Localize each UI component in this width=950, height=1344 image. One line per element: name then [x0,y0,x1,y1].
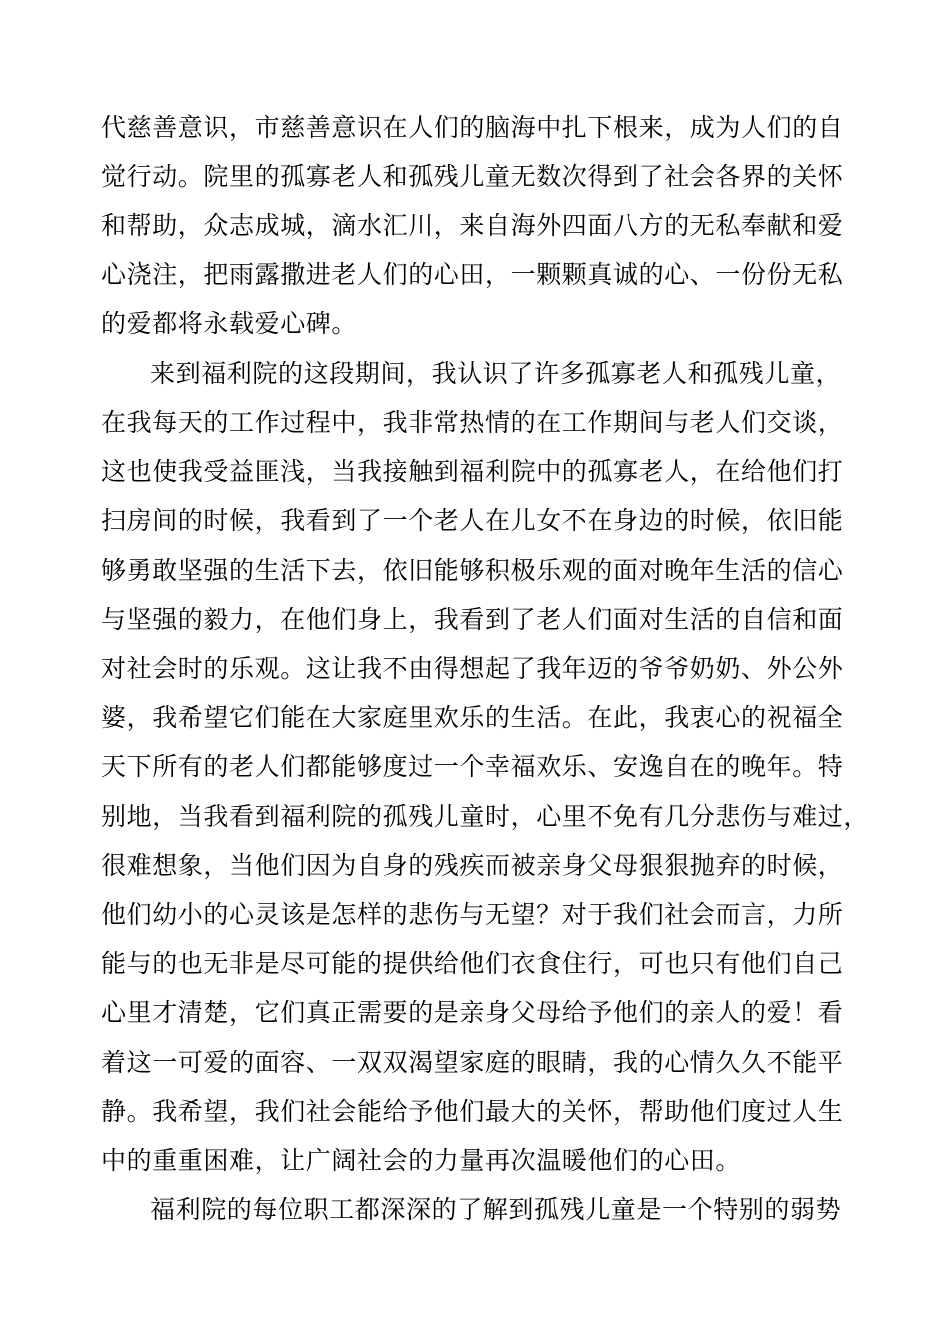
text-line: 能与的也无非是尽可能的提供给他们衣食住行，可也只有他们自己 [101,949,844,978]
text-line: 着这一可爱的面容、一双双渴望家庭的眼睛，我的心情久久不能平 [101,1048,844,1077]
text-line: 来到福利院的这段期间，我认识了许多孤寡老人和孤残儿童， [150,359,842,388]
text-line: 的爱都将永载爱心碑。 [101,309,358,338]
text-line: 很难想象，当他们因为自身的残疾而被亲身父母狠狠抛弃的时候， [101,851,844,880]
text-line: 福利院的每位职工都深深的了解到孤残儿童是一个特别的弱势 [150,1195,842,1224]
text-line: 心浇注，把雨露撒进老人们的心田，一颗颗真诚的心、一份份无私 [101,260,844,289]
text-line: 与坚强的毅力，在他们身上，我看到了老人们面对生活的自信和面 [101,605,844,634]
text-line: 婆，我希望它们能在大家庭里欢乐的生活。在此，我衷心的祝福全 [101,703,844,732]
text-line: 够勇敢坚强的生活下去，依旧能够积极乐观的面对晚年生活的信心 [101,556,844,585]
text-line: 和帮助，众志成城，滴水汇川，来自海外四面八方的无私奉献和爱 [101,211,844,240]
text-line: 别地，当我看到福利院的孤残儿童时，心里不免有几分悲伤与难过， [101,802,870,831]
text-line: 对社会时的乐观。这让我不由得想起了我年迈的爷爷奶奶、外公外 [101,654,844,683]
text-line: 扫房间的时候，我看到了一个老人在儿女不在身边的时候，依旧能 [101,506,844,535]
text-line: 这也使我受益匪浅，当我接触到福利院中的孤寡老人，在给他们打 [101,457,844,486]
text-line: 静。我希望，我们社会能给予他们最大的关怀，帮助他们度过人生 [101,1097,844,1126]
text-line: 心里才清楚，它们真正需要的是亲身父母给予他们的亲人的爱！看 [101,998,844,1027]
text-line: 觉行动。院里的孤寡老人和孤残儿童无数次得到了社会各界的关怀 [101,162,844,191]
text-line: 中的重重困难，让广阔社会的力量再次温暖他们的心田。 [101,1146,742,1175]
text-line: 天下所有的老人们都能够度过一个幸福欢乐、安逸自在的晚年。特 [101,752,844,781]
text-line: 他们幼小的心灵该是怎样的悲伤与无望？对于我们社会而言，力所 [101,900,844,929]
text-line: 在我每天的工作过程中，我非常热情的在工作期间与老人们交谈， [101,408,844,437]
text-line: 代慈善意识，市慈善意识在人们的脑海中扎下根来，成为人们的自 [101,113,844,142]
